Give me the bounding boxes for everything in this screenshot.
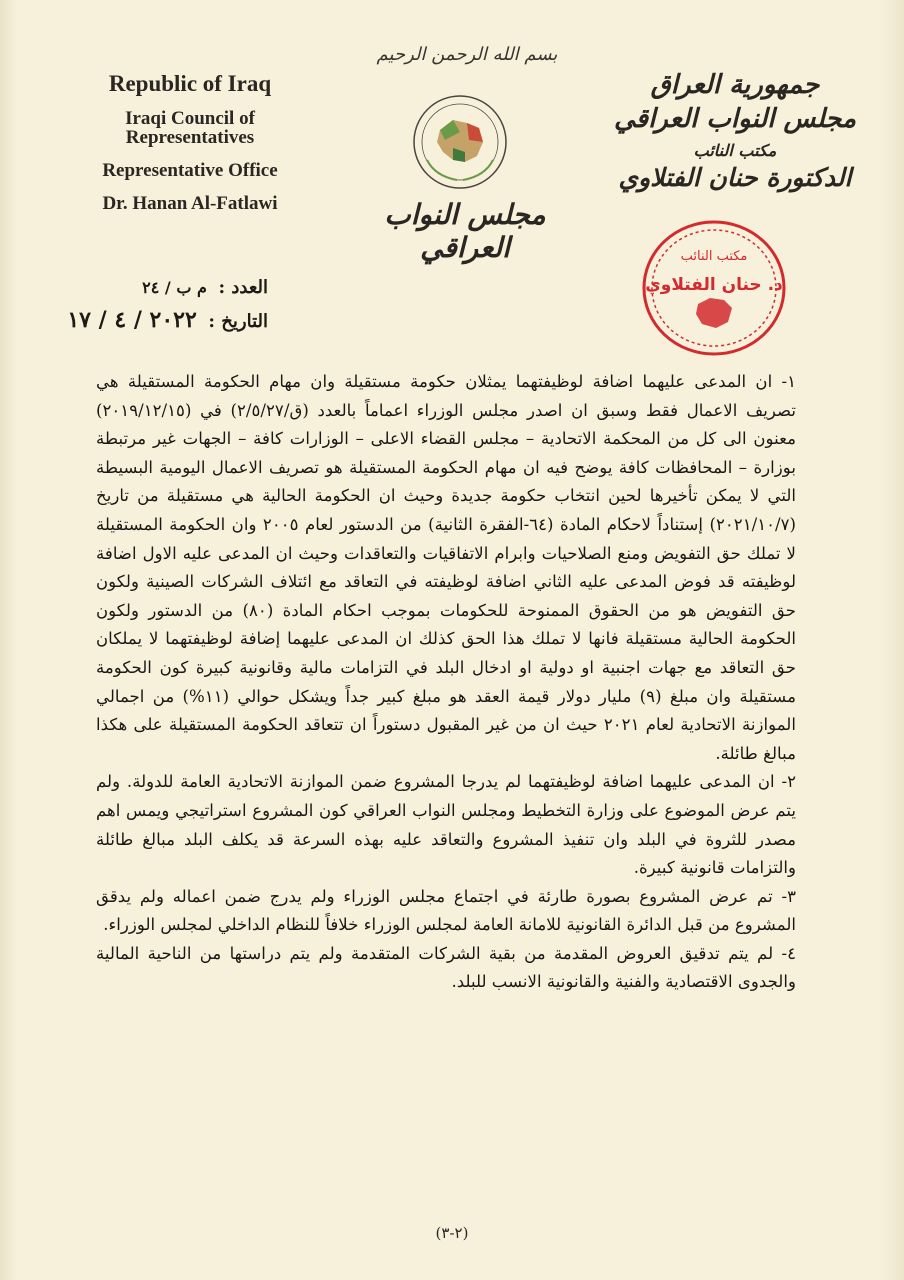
paragraph-2: ٢- ان المدعى عليهما اضافة لوظيفتهما لم يدرجا المشروع ضمن الموازنة الاتحادية العامة للدولة. ولم يتم عرض الموضوع على وزارة التخطيط ومجلس النواب العراقي كون المشروع استراتيجي ويمس اهم مصدر للثروة في البلد وان تنفيذ المشروع والتعاقد عليه بهذه السرعة قد يكلف البلد مبالغ طائلة والتزامات قانونية كبيرة.	[96, 772, 796, 878]
paragraph-1: ١- ان المدعى عليهما اضافة لوظيفتهما يمثلان حكومة مستقيلة وان مهام الحكومة المستقيلة هي تصريف الاعمال فقط وسبق ان اصدر مجلس الوزراء اعماماً بالعدد (ق/٢/٥/٢٧) في (٢٠١٩/١٢/١٥) معنون الى كل من المحكمة الاتحادية – مجلس القضاء الاعلى – الوزارات كافة – الجهات غير مرتبطة بوزارة – المحافظات كافة يوضح فيه ان مهام الحكومة المستقيلة هو تصريف الاعمال اليومية البسيطة التي لا يمكن تأخيرها لحين انتخاب حكومة جديدة وحيث ان الحكومة الحالية هي مستقيلة من تاريخ (٢٠٢١/١٠/٧) إستناداً لاحكام المادة (٦٤-الفقرة الثانية) من الدستور لعام ٢٠٠٥ وان الحكومة المستقيلة لا تملك حق التفويض ومنع الصلاحيات وابرام الاتفاقيات والتعاقدات وحيث ان المدعى عليه الاول اضافة لوظيفته قد فوض المدعى عليه الثاني اضافة لوظيفته في التعاقد مع ائتلاف الشركات الصينية ولكون حق التفويض هو من الحقوق الممنوحة للحكومات بموجب احكام المادة (٨٠) من الدستور ولكون الحكومة الحالية مستقيلة فانها لا تملك هذا الحق كذلك ان المدعى عليهما إضافة لوظيفتهما لا يملكان حق التعاقد مع جهات اجنبية او دولية او ادخال البلد في التزامات مالية وقانونية كبيرة كون الحكومة مستقيلة وان مبلغ (٩) مليار دولار قيمة العقد هو مبلغ كبير جداً ويشكل حوالي (١١%) من اجمالي الموازنة الاتحادية لعام ٢٠٢١ حيث ان من غير المقبول دستوراً ان تتعاقد الحكومة المستقيلة على هكذا مبالغ طائلة.	[96, 372, 797, 763]
stamp-line1: مكتب النائب	[680, 249, 748, 264]
arabic-letterhead	[610, 70, 860, 193]
office-stamp	[640, 218, 788, 358]
stamp-map-icon	[696, 298, 732, 328]
date-value: ٢٠٢٢ / ٤ / ١٧	[67, 307, 197, 333]
letter-body	[96, 368, 796, 997]
reference-number-row	[20, 272, 268, 304]
council-of-representatives-text: Iraqi Council of Representatives	[125, 108, 255, 148]
reference-date-row	[20, 304, 268, 336]
representative-name-text: Dr. Hanan Al-Fatlawi	[102, 193, 278, 214]
date-label: التاريخ :	[208, 311, 268, 332]
council-name-calligraphy: مجلس النواب العراقي	[384, 198, 546, 264]
page-number: (٢-٣)	[435, 1224, 469, 1242]
arabic-representative-name-text: الدكتورة حنان الفتلاوي	[618, 163, 852, 193]
number-label: العدد :	[218, 277, 268, 298]
english-letterhead	[60, 72, 320, 213]
arabic-council-text: مجلس النواب العراقي	[613, 104, 857, 135]
number-value: م ب / ٢٤	[142, 278, 207, 297]
paragraph-3: ٣- تم عرض المشروع بصورة طارئة في اجتماع مجلس الوزراء ولم يدرج ضمن اعماله ولم يدقق المشروع من قبل الدائرة القانونية للامانة العامة لمجلس الوزراء خلافاً للنظام الداخلي لمجلس الوزراء.	[96, 886, 796, 935]
representative-office-text: Representative Office	[102, 160, 278, 181]
paragraph-4: ٤- لم يتم تدقيق العروض المقدمة من بقية الشركات المتقدمة ولم يتم دراستها من الناحية المالية والجدوى الاقتصادية والفنية والقانونية الانسب للبلد.	[96, 943, 796, 992]
council-emblem-icon	[405, 90, 515, 195]
basmala-text: بسم الله الرحمن الرحيم	[376, 44, 558, 65]
arabic-republic-text: جمهورية العراق	[650, 70, 820, 100]
reference-block	[20, 272, 268, 336]
republic-of-iraq-text: Republic of Iraq	[108, 71, 272, 96]
stamp-line2: د. حنان الفتلاوي	[645, 275, 783, 295]
arabic-office-text: مكتب النائب	[693, 140, 777, 160]
